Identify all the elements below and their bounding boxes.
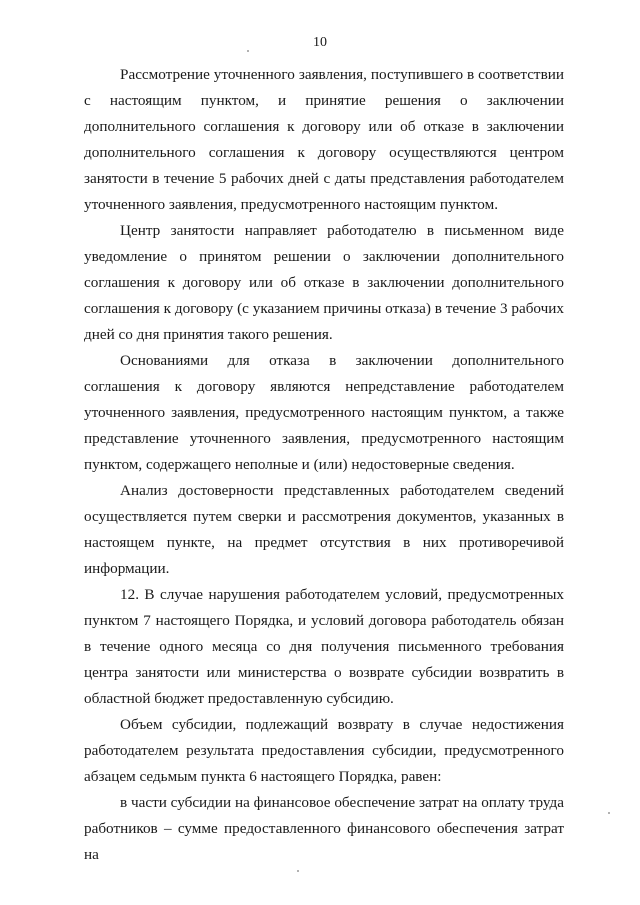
scan-speck	[247, 50, 249, 52]
paragraph-5: 12. В случае нарушения работодателем условий, предусмотренных пунктом 7 настоящего Порядка, и условий договора работодатель обязан в течение одного месяца со дня получения письменного требования центра занятости или министерства о возврате субсидии возвратить в областной бюджет предоставленную субсидию.	[84, 586, 564, 707]
paragraph-7: в части субсидии на финансовое обеспечение затрат на оплату труда работников – сумме предоставленного финансового обеспечения затрат на	[84, 794, 564, 863]
paragraph-4: Анализ достоверности представленных работодателем сведений осуществляется путем сверки и рассмотрения документов, указанных в настоящем пункте, на предмет отсутствия в них противоречивой информации.	[84, 482, 564, 577]
scan-speck	[608, 812, 610, 814]
paragraph-2: Центр занятости направляет работодателю в письменном виде уведомление о принятом решении о заключении дополнительного соглашения к договору или об отказе в заключении дополнительного соглашения к договору (с указанием причины отказа) в течение 3 рабочих дней со дня принятия такого решения.	[84, 222, 564, 343]
page-number: 10	[313, 35, 327, 50]
paragraph-6: Объем субсидии, подлежащий возврату в случае недостижения работодателем результата предоставления субсидии, предусмотренного абзацем седьмым пункта 6 настоящего Порядка, равен:	[84, 716, 564, 785]
document-body	[84, 62, 564, 868]
paragraph-3: Основаниями для отказа в заключении дополнительного соглашения к договору являются непредставление работодателем уточненного заявления, предусмотренного настоящим пунктом, а также представление уточненного заявления, предусмотренного настоящим пунктом, содержащего неполные и (или) недостоверные сведения.	[84, 352, 564, 473]
scan-speck	[297, 870, 299, 872]
paragraph-1: Рассмотрение уточненного заявления, поступившего в соответствии с настоящим пунктом, и принятие решения о заключении дополнительного соглашения к договору или об отказе в заключении дополнительного соглашения к договору осуществляются центром занятости в течение 5 рабочих дней с даты представления работодателем уточненного заявления, предусмотренного настоящим пунктом.	[84, 66, 564, 213]
